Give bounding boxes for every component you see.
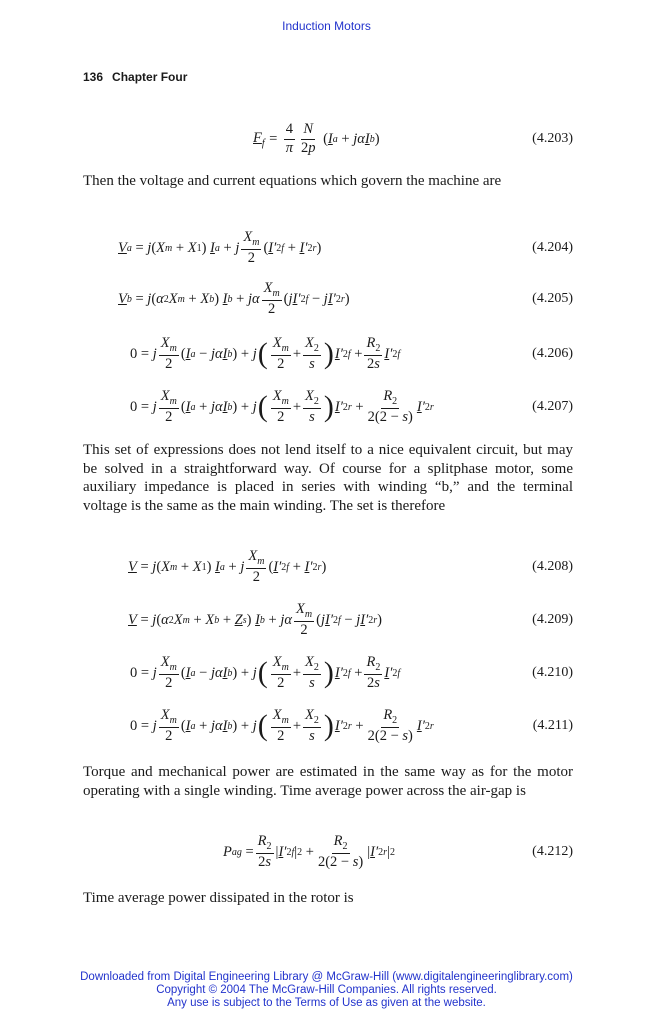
equation-number: (4.206) — [532, 346, 573, 361]
footer-terms-line: Any use is subject to the Terms of Use as given at the website. — [167, 997, 486, 1009]
running-header: Induction Motors — [282, 19, 371, 33]
equation-4-206: 0 = j $\frac{X_m}{2}$ ( I a − jα I b ) + j ( $\frac{X_m}{2}$ + $\frac{X_2}{s}$ ) I ′ 2 f + $\frac{R_2}{2s}$ I ′ 2 f (4.206) — [130, 334, 573, 373]
equation-4-203: $F_f$ = $\frac{4}{\pi}$ $\frac{N}{2p}$ ( I a + jα I b ) (4.203) — [83, 119, 573, 159]
page-number: 136 — [83, 70, 104, 84]
chapter-label: Chapter Four — [112, 70, 188, 84]
equation-number: (4.204) — [532, 240, 573, 255]
equation-number: (4.208) — [532, 559, 573, 574]
footer-download-line[interactable]: Downloaded from Digital Engineering Library @ McGraw-Hill (www.digitalengineeringlibrary.com) — [80, 971, 573, 983]
paragraph-splitphase: This set of expressions does not lend itself to a nice equivalent circuit, but may be solved in a straightforward way. Of course for a splitphase motor, some auxiliary impedance is placed in series with winding “b,” and the terminal voltage is the same as the main winding. The set is therefore — [83, 442, 573, 514]
equation-4-207: 0 = j $\frac{X_m}{2}$ ( I a + jα I b ) + j ( $\frac{X_m}{2}$ + $\frac{X_2}{s}$ ) I ′ 2 r + $\frac{R_2}{2(2 - s)}$ I ′ 2 r (4.207) — [130, 387, 573, 426]
download-footer — [0, 971, 653, 1010]
equation-number: (4.205) — [532, 291, 573, 306]
equation-number: (4.212) — [532, 844, 573, 859]
equation-4-208: V = j ( X m + X 1 ) I a + j $\frac{X_m}{2}$ ( I ′ 2 f + I ′ 2 r ) (4.208) — [128, 547, 573, 586]
equation-4-210: 0 = j $\frac{X_m}{2}$ ( I a − jα I b ) + j ( $\frac{X_m}{2}$ + $\frac{X_2}{s}$ ) I ′ 2 f + $\frac{R_2}{2s}$ I ′ 2 f (4.210) — [130, 653, 573, 692]
paragraph-torque: Torque and mechanical power are estimated in the same way as for the motor operating with a single winding. Time average power across the air-gap is — [83, 764, 573, 799]
equation-number: (4.210) — [532, 665, 573, 680]
equation-4-204: V a = j ( X m + X 1 ) I a + j $\frac{X_m}{2}$ ( I ′ 2 f + I ′ 2 r ) (4.204) — [118, 228, 573, 267]
equation-number: (4.209) — [532, 612, 573, 627]
equation-4-211: 0 = j $\frac{X_m}{2}$ ( I a + jα I b ) + j ( $\frac{X_m}{2}$ + $\frac{X_2}{s}$ ) I ′ 2 r + $\frac{R_2}{2(2 - s)}$ I ′ 2 r (4.211) — [130, 706, 573, 745]
paragraph-rotor-power: Time average power dissipated in the rotor is — [83, 890, 354, 906]
equation-4-212: P ag = $\frac{R_2}{2s}$ | I ′ 2 f | 2 + $\frac{R_2}{2(2 - s)}$ | I ′ 2 r | 2 (4.212) — [223, 832, 573, 871]
equation-4-205: V b = j ( α 2 X m + X b ) I b + jα $\frac{X_m}{2}$ ( j I ′ 2 f − j I ′ 2 r ) (4.205) — [118, 279, 573, 318]
paragraph-intro: Then the voltage and current equations which govern the machine are — [83, 173, 502, 189]
equation-4-209: V = j ( α 2 X m + X b + Z s ) I b + jα $\frac{X_m}{2}$ ( j I ′ 2 f − j I ′ 2 r ) (4.209) — [128, 600, 573, 639]
equation-number: (4.211) — [532, 718, 573, 733]
page-header — [83, 70, 187, 84]
footer-copyright-line: Copyright © 2004 The McGraw-Hill Companies. All rights reserved. — [156, 984, 497, 996]
equation-number: (4.207) — [532, 399, 573, 414]
equation-number: (4.203) — [532, 131, 573, 146]
